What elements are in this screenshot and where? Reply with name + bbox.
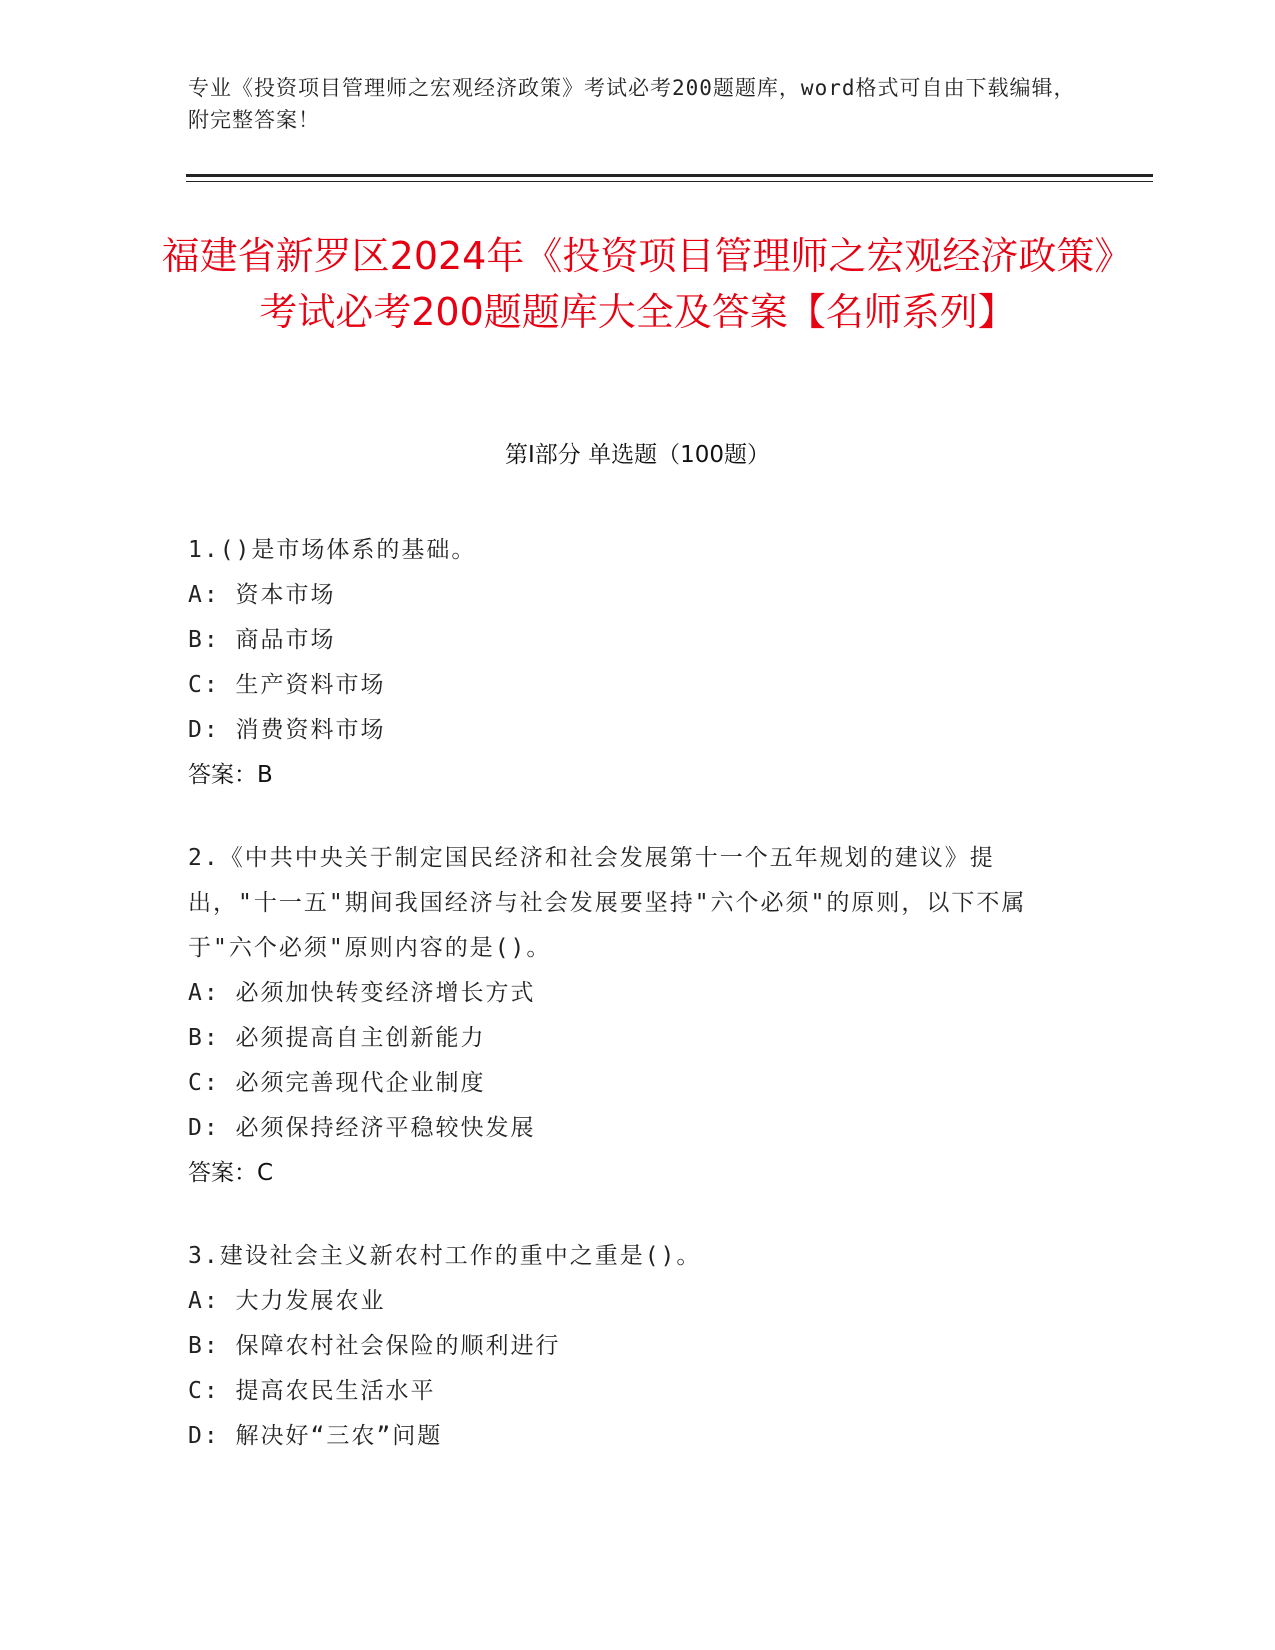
document-title: 福建省新罗区2024年《投资项目管理师之宏观经济政策》考试必考200题题库大全及答案【名师系列】 <box>161 234 1114 334</box>
option-d: D: 消费资料市场 <box>188 717 386 743</box>
answer: 答案：C <box>188 1160 274 1186</box>
header-rule-thick <box>186 174 1153 177</box>
question-2 <box>188 836 1068 1196</box>
question-stem: 2.《中共中央关于制定国民经济和社会发展第十一个五年规划的建议》提出，"十一五"期间我国经济与社会发展要坚持"六个必须"的原则，以下不属于"六个必须"原则内容的是()。 <box>188 845 1027 961</box>
option-d: D: 解决好“三农”问题 <box>188 1423 443 1449</box>
option-c: C: 生产资料市场 <box>188 672 386 698</box>
header-note: 专业《投资项目管理师之宏观经济政策》考试必考200题题库，word格式可自由下载编辑，附完整答案！ <box>188 76 1076 132</box>
question-list <box>188 528 1068 1497</box>
question-3 <box>188 1234 1068 1459</box>
answer: 答案：B <box>188 762 273 788</box>
option-d: D: 必须保持经济平稳较快发展 <box>188 1115 536 1141</box>
question-stem: 3.建设社会主义新农村工作的重中之重是()。 <box>188 1243 702 1269</box>
header-rule-thin <box>186 181 1153 182</box>
option-b: B: 必须提高自主创新能力 <box>188 1025 486 1051</box>
option-c: C: 提高农民生活水平 <box>188 1378 436 1404</box>
question-1 <box>188 528 1068 798</box>
option-a: A: 必须加快转变经济增长方式 <box>188 980 536 1006</box>
option-a: A: 大力发展农业 <box>188 1288 386 1314</box>
option-b: B: 商品市场 <box>188 627 336 653</box>
section-title: 第Ⅰ部分 单选题（100题） <box>505 442 770 468</box>
question-stem: 1.()是市场体系的基础。 <box>188 537 477 563</box>
option-c: C: 必须完善现代企业制度 <box>188 1070 486 1096</box>
option-b: B: 保障农村社会保险的顺利进行 <box>188 1333 561 1359</box>
option-a: A: 资本市场 <box>188 582 336 608</box>
